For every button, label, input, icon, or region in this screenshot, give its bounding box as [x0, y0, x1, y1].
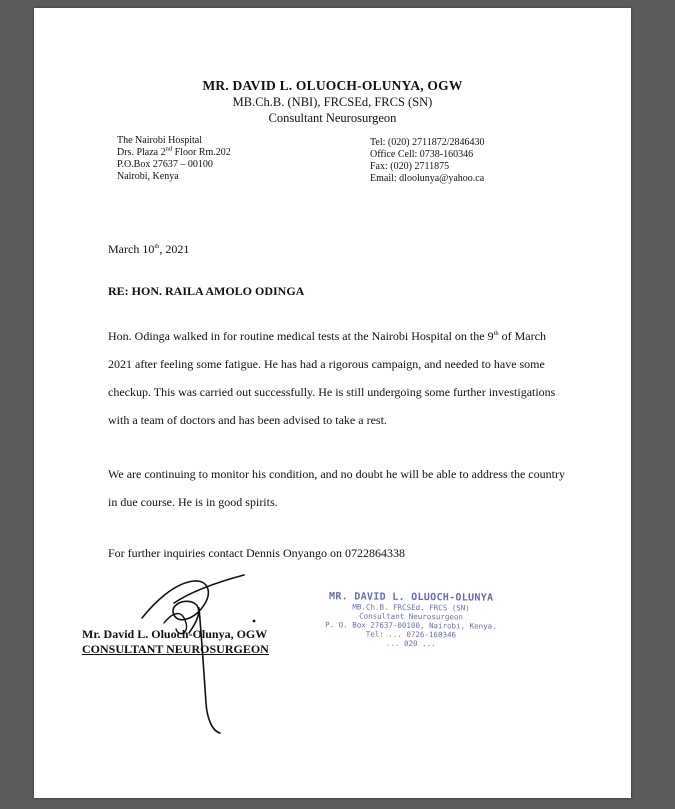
signatory-name: Mr. David L. Oluoch-Olunya, OGW — [82, 627, 268, 641]
paragraph-1: Hon. Odinga walked in for routine medical tests at the Nairobi Hospital on the 9th of March 2021 after feeling some fatigue. He has had a rigorous campaign, and needed to have some checkup. This was carried out successfully. He is still undergoing some further investigations with a team of doctors and has been advised to take a rest. — [108, 329, 556, 427]
address-line-3: P.O.Box 27637 – 00100 — [117, 159, 213, 170]
stamp-name: MR. DAVID L. OLUOCH-OLUNYA — [328, 591, 494, 604]
paragraph-2: We are continuing to monitor his condition, and no doubt he will be able to address the country in due course. He is in good spirits. — [108, 467, 565, 509]
inquiry-line: For further inquiries contact Dennis Onyango on 0722864338 — [108, 546, 405, 560]
letter-body — [108, 322, 568, 516]
office-cell: Office Cell: 0738-160346 — [370, 149, 474, 160]
stamp-phone: Tel: ... 0726-160346 — [365, 629, 457, 640]
letter-page — [34, 8, 631, 798]
doctor-name: MR. DAVID L. OLUOCH-OLUNYA, OGW — [202, 78, 463, 93]
fax: Fax: (020) 2711875 — [370, 161, 450, 172]
qualifications: MB.Ch.B. (NBI), FRCSEd, FRCS (SN) — [232, 95, 433, 109]
address-line-1: The Nairobi Hospital — [117, 135, 202, 146]
address-line-2: Drs. Plaza 2nd Floor Rm.202 — [117, 145, 231, 158]
doctor-title: Consultant Neurosurgeon — [268, 111, 397, 125]
letter-date: March 10th, 2021 — [108, 242, 190, 256]
stamp-title: Consultant Neurosurgeon — [359, 611, 463, 622]
postal-address — [117, 135, 231, 183]
subject-line: RE: HON. RAILA AMOLO ODINGA — [108, 284, 305, 298]
signatory-title: CONSULTANT NEUROSURGEON — [82, 642, 269, 656]
stamp-qualifications: MB.Ch.B. FRCSEd. FRCS (SN) — [352, 602, 470, 613]
stamp-extra: ... 020 ... — [385, 638, 436, 649]
address-line-4: Nairobi, Kenya — [117, 171, 179, 182]
stamp-address: P. O. Box 27637-00100, Nairobi, Kenya. — [325, 620, 497, 631]
letterhead — [34, 78, 631, 126]
email: Email: dloolunya@yahoo.ca — [370, 173, 485, 184]
contact-details — [370, 137, 484, 185]
rubber-stamp — [316, 591, 506, 649]
tel: Tel: (020) 2711872/2846430 — [370, 137, 485, 148]
